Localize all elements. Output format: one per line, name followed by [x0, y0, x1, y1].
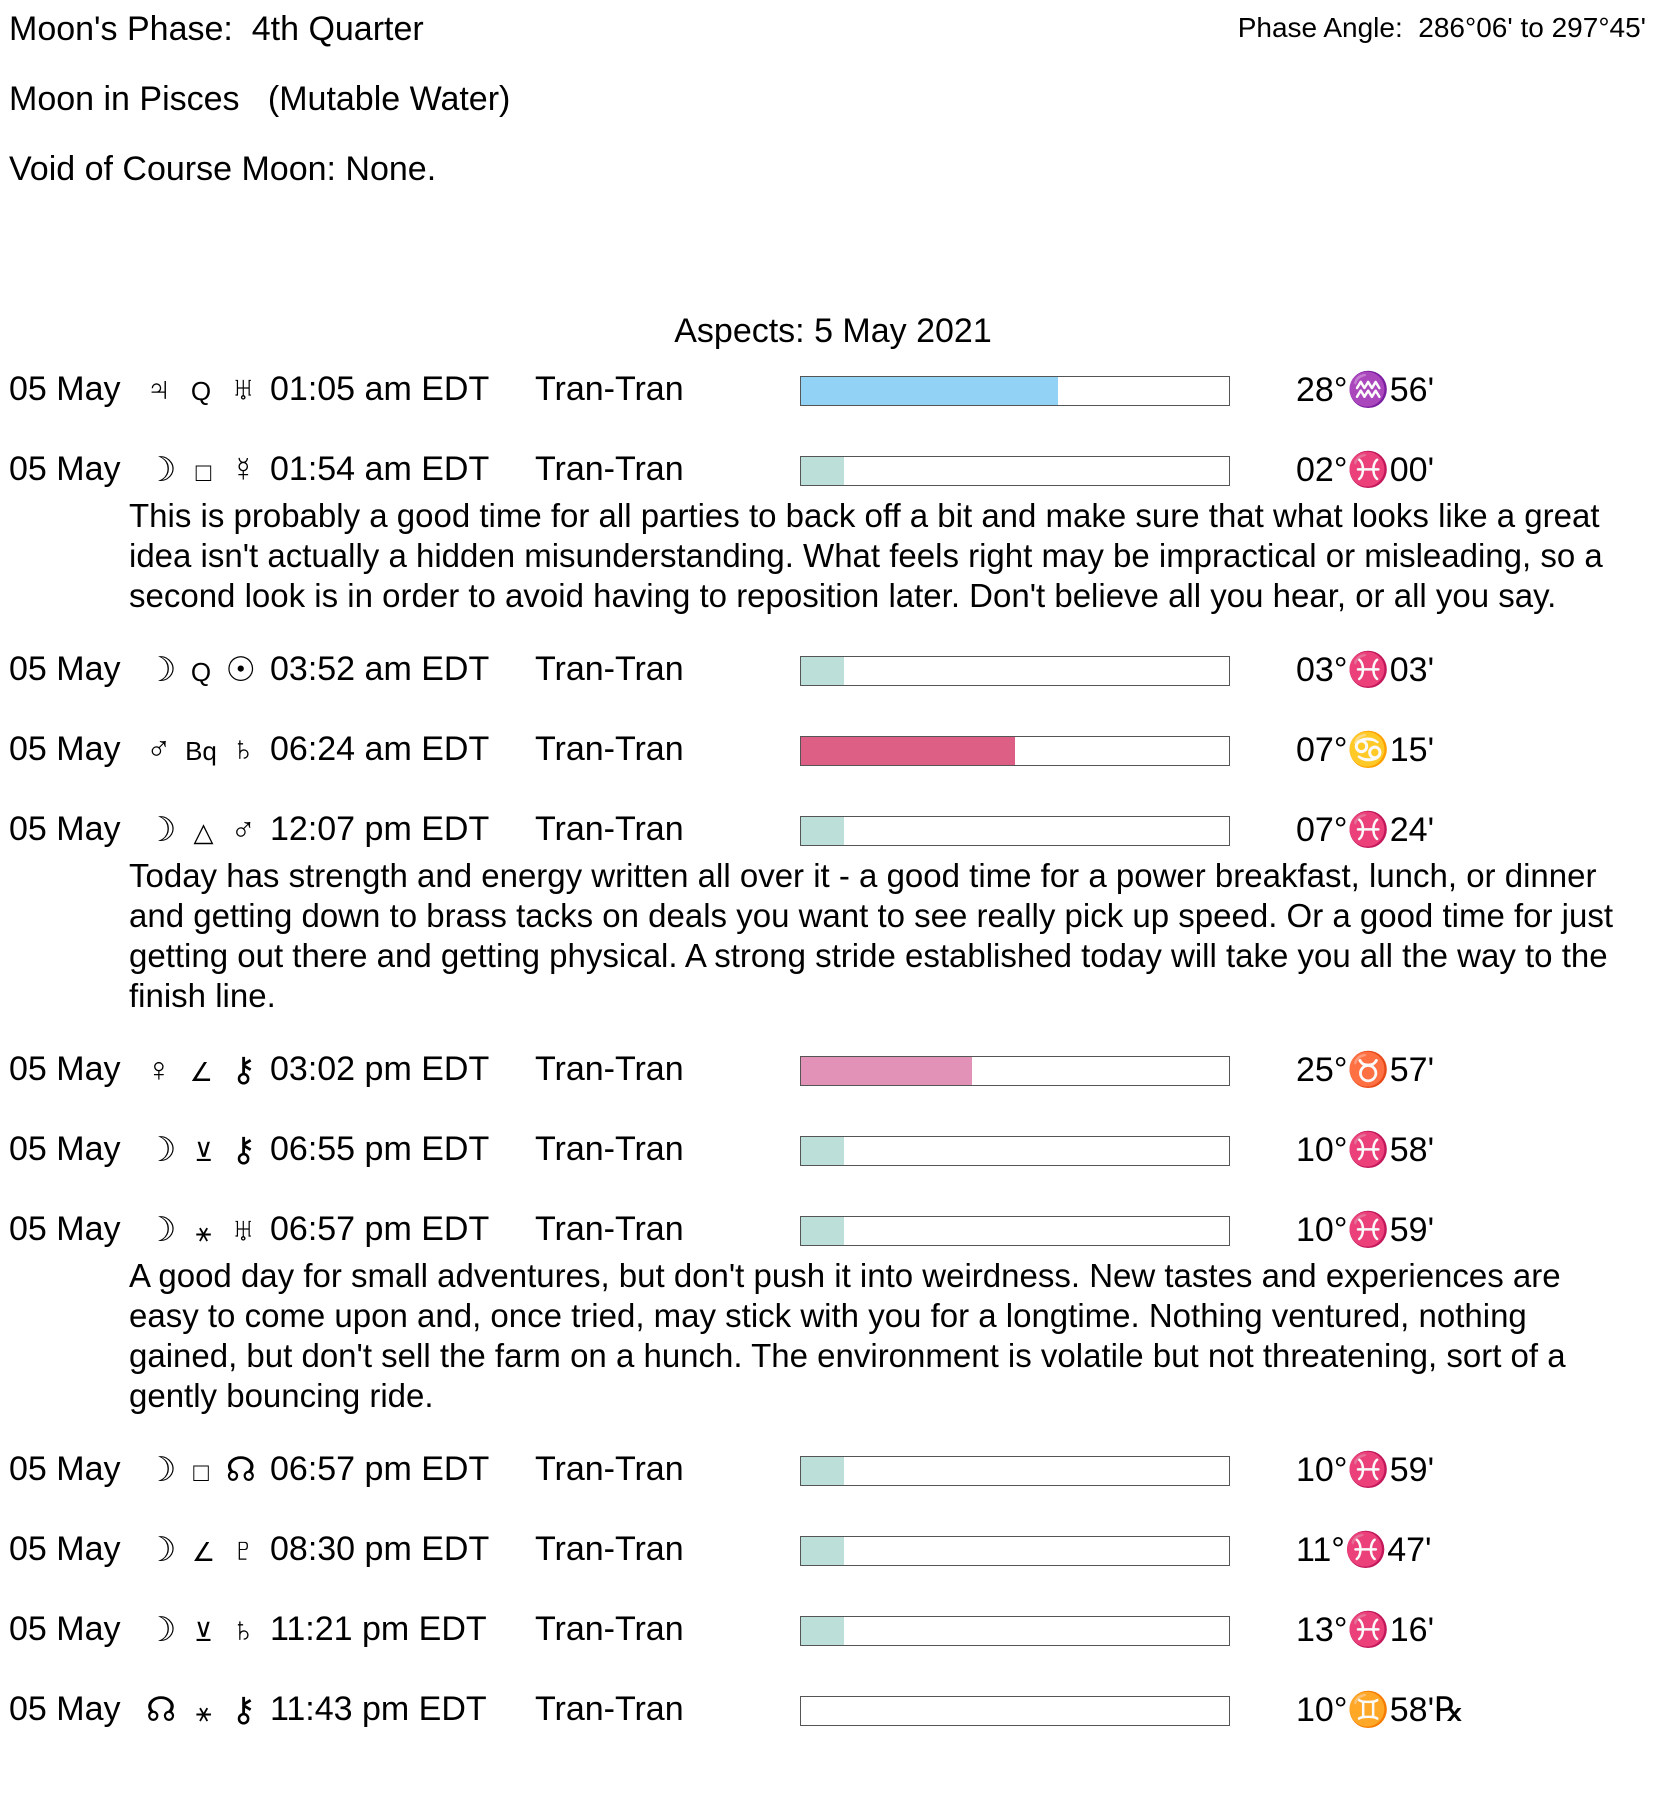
strength-bar-fill: [801, 457, 844, 485]
aspect-row: [0, 1050, 1666, 1130]
aspect-row: [0, 1530, 1666, 1610]
aspect-type-icon: □: [193, 1457, 209, 1487]
aspect-kind: Tran-Tran: [535, 1690, 684, 1728]
aspect-kind: Tran-Tran: [535, 1530, 684, 1568]
aspect-date: 05 May: [9, 1530, 121, 1568]
planet-1-icon: ♂: [146, 730, 172, 768]
aspect-row: [0, 730, 1666, 810]
planet-2-icon: ⚷: [231, 1051, 256, 1089]
planet-2-icon: ⚷: [231, 1131, 256, 1169]
void-of-course: Void of Course Moon: None.: [9, 150, 437, 188]
aspect-type-icon: Q: [190, 376, 212, 406]
aspect-type-icon: Bq: [185, 736, 217, 766]
strength-bar: [800, 736, 1230, 766]
aspect-row: [0, 1210, 1666, 1450]
aspect-position: 25°♉57': [1296, 1051, 1435, 1089]
planet-1-icon: ☽: [146, 451, 177, 489]
strength-bar: [800, 1696, 1230, 1726]
aspect-kind: Tran-Tran: [535, 1050, 684, 1088]
aspect-time: 06:55 pm EDT: [270, 1130, 490, 1168]
aspect-type-icon: Q: [190, 657, 212, 687]
aspect-position: 11°♓47': [1296, 1531, 1432, 1569]
aspect-row: [0, 810, 1666, 1050]
aspect-time: 03:52 am EDT: [270, 650, 490, 688]
aspect-type-icon: ⚹: [195, 1697, 212, 1727]
aspect-time: 06:57 pm EDT: [270, 1450, 490, 1488]
aspect-date: 05 May: [9, 1610, 121, 1648]
aspect-type-icon: △: [193, 817, 214, 847]
aspect-glyphs: [146, 1530, 256, 1570]
strength-bar: [800, 816, 1230, 846]
aspect-row: [0, 650, 1666, 730]
aspect-time: 11:43 pm EDT: [270, 1690, 487, 1728]
strength-bar-fill: [801, 1457, 844, 1485]
aspect-description: This is probably a good time for all parties to back off a bit and make sure that what looks like a great idea isn't actually a hidden misunderstanding. What feels right may be impractical or misleading, so a second look is in order to avoid having to reposition later. Don't believe all you hear, or all you say.: [129, 497, 1603, 614]
aspect-time: 03:02 pm EDT: [270, 1050, 490, 1088]
aspect-date: 05 May: [9, 450, 121, 488]
planet-1-icon: ☽: [146, 1451, 177, 1489]
planet-2-icon: ♄: [230, 1611, 256, 1649]
aspect-position: 10°♓58': [1296, 1131, 1435, 1169]
aspect-time: 06:57 pm EDT: [270, 1210, 490, 1248]
aspect-glyphs: [146, 1130, 256, 1170]
strength-bar-fill: [801, 657, 844, 685]
aspect-glyphs: [146, 1450, 256, 1490]
strength-bar: [800, 376, 1230, 406]
planet-1-icon: ☽: [146, 1211, 177, 1249]
planet-2-icon: ☿: [230, 451, 256, 489]
aspect-date: 05 May: [9, 1130, 121, 1168]
aspect-type-icon: ∠: [191, 1537, 216, 1567]
planet-2-icon: ☊: [225, 1451, 256, 1489]
planet-1-icon: ☊: [146, 1691, 177, 1729]
aspect-glyphs: [146, 810, 256, 850]
aspect-kind: Tran-Tran: [535, 370, 684, 408]
aspect-position: 10°♓59': [1296, 1451, 1435, 1489]
aspect-row: [0, 1450, 1666, 1530]
aspect-position: 10°♊58'℞: [1296, 1691, 1465, 1729]
aspect-kind: Tran-Tran: [535, 1450, 684, 1488]
strength-bar: [800, 1616, 1230, 1646]
strength-bar: [800, 1056, 1230, 1086]
aspect-kind: Tran-Tran: [535, 1130, 684, 1168]
planet-2-icon: ♅: [230, 1211, 256, 1249]
aspect-kind: Tran-Tran: [535, 1610, 684, 1648]
aspect-row: [0, 1690, 1666, 1770]
strength-bar: [800, 456, 1230, 486]
aspect-type-icon: ⚹: [195, 1217, 212, 1247]
aspect-glyphs: [146, 1050, 256, 1090]
planet-1-icon: ☽: [146, 1131, 177, 1169]
strength-bar-fill: [801, 1537, 844, 1565]
aspect-glyphs: [146, 1210, 256, 1250]
aspect-time: 01:05 am EDT: [270, 370, 490, 408]
moon-phase: Moon's Phase: 4th Quarter: [9, 10, 424, 48]
planet-2-icon: ⚷: [231, 1691, 256, 1729]
planet-1-icon: ♃: [146, 370, 172, 408]
aspect-date: 05 May: [9, 730, 121, 768]
aspect-list: [0, 370, 1666, 1770]
strength-bar: [800, 1456, 1230, 1486]
aspect-glyphs: [146, 370, 256, 409]
aspect-date: 05 May: [9, 650, 121, 688]
aspect-position: 10°♓59': [1296, 1211, 1435, 1249]
aspect-kind: Tran-Tran: [535, 810, 684, 848]
aspect-kind: Tran-Tran: [535, 450, 684, 488]
aspect-glyphs: [146, 1610, 256, 1650]
aspect-type-icon: □: [195, 457, 212, 487]
aspect-date: 05 May: [9, 1210, 121, 1248]
aspect-position: 07°♓24': [1296, 811, 1435, 849]
strength-bar-fill: [801, 817, 844, 845]
aspect-date: 05 May: [9, 1450, 121, 1488]
aspect-type-icon: ⊻: [194, 1137, 214, 1167]
aspect-kind: Tran-Tran: [535, 650, 684, 688]
planet-2-icon: ☉: [225, 651, 256, 689]
phase-angle: Phase Angle: 286°06' to 297°45': [1237, 12, 1646, 43]
aspect-row: [0, 1610, 1666, 1690]
strength-bar-fill: [801, 737, 1015, 765]
strength-bar-fill: [801, 1137, 844, 1165]
aspect-row: [0, 1130, 1666, 1210]
aspect-type-icon: ∠: [189, 1057, 213, 1087]
strength-bar: [800, 1216, 1230, 1246]
aspects-title: Aspects: 5 May 2021: [674, 312, 992, 350]
aspect-glyphs: [146, 730, 256, 769]
strength-bar-fill: [801, 1057, 972, 1085]
strength-bar-fill: [801, 377, 1058, 405]
planet-2-icon: ♄: [230, 730, 256, 768]
aspect-time: 01:54 am EDT: [270, 450, 490, 488]
aspect-position: 13°♓16': [1296, 1611, 1435, 1649]
aspect-row: [0, 370, 1666, 450]
aspect-position: 03°♓03': [1296, 651, 1435, 689]
strength-bar-fill: [801, 1217, 844, 1245]
planet-2-icon: ♇: [230, 1531, 256, 1569]
aspect-type-icon: ⊻: [193, 1617, 213, 1647]
planet-2-icon: ♅: [230, 370, 256, 408]
strength-bar-fill: [801, 1617, 844, 1645]
aspect-date: 05 May: [9, 1690, 121, 1728]
strength-bar: [800, 1136, 1230, 1166]
aspect-position: 07°♋15': [1296, 731, 1435, 769]
moon-sign: Moon in Pisces (Mutable Water): [9, 80, 511, 118]
aspect-position: 28°♒56': [1296, 371, 1435, 409]
aspect-kind: Tran-Tran: [535, 730, 684, 768]
aspect-glyphs: [146, 650, 256, 690]
aspect-row: [0, 450, 1666, 650]
aspect-kind: Tran-Tran: [535, 1210, 684, 1248]
aspect-glyphs: [146, 1690, 256, 1730]
aspect-position: 02°♓00': [1296, 451, 1435, 489]
aspect-date: 05 May: [9, 810, 121, 848]
planet-1-icon: ☽: [146, 1611, 177, 1649]
aspect-description: Today has strength and energy written all over it - a good time for a power breakfast, lunch, or dinner and getting down to brass tacks on deals you want to see really pick up speed. Or a good time for just getting out there and getting physical. A strong stride established today will take you all the way to the finish line.: [129, 857, 1614, 1014]
aspect-date: 05 May: [9, 1050, 121, 1088]
aspect-time: 08:30 pm EDT: [270, 1530, 490, 1568]
aspect-glyphs: [146, 450, 256, 490]
aspect-time: 06:24 am EDT: [270, 730, 490, 768]
aspect-description: A good day for small adventures, but don't push it into weirdness. New tastes and experiences are easy to come upon and, once tried, may stick with you for a longtime. Nothing ventured, nothing gained, but don't sell the farm on a hunch. The environment is volatile but not threatening, sort of a gently bouncing ride.: [129, 1257, 1566, 1414]
strength-bar: [800, 656, 1230, 686]
planet-1-icon: ♀: [146, 1051, 172, 1089]
planet-2-icon: ♂: [230, 811, 256, 849]
planet-1-icon: ☽: [146, 651, 177, 689]
aspect-time: 11:21 pm EDT: [270, 1610, 487, 1648]
planet-1-icon: ☽: [146, 811, 177, 849]
aspect-time: 12:07 pm EDT: [270, 810, 490, 848]
planet-1-icon: ☽: [146, 1531, 177, 1569]
aspect-date: 05 May: [9, 370, 121, 408]
strength-bar: [800, 1536, 1230, 1566]
